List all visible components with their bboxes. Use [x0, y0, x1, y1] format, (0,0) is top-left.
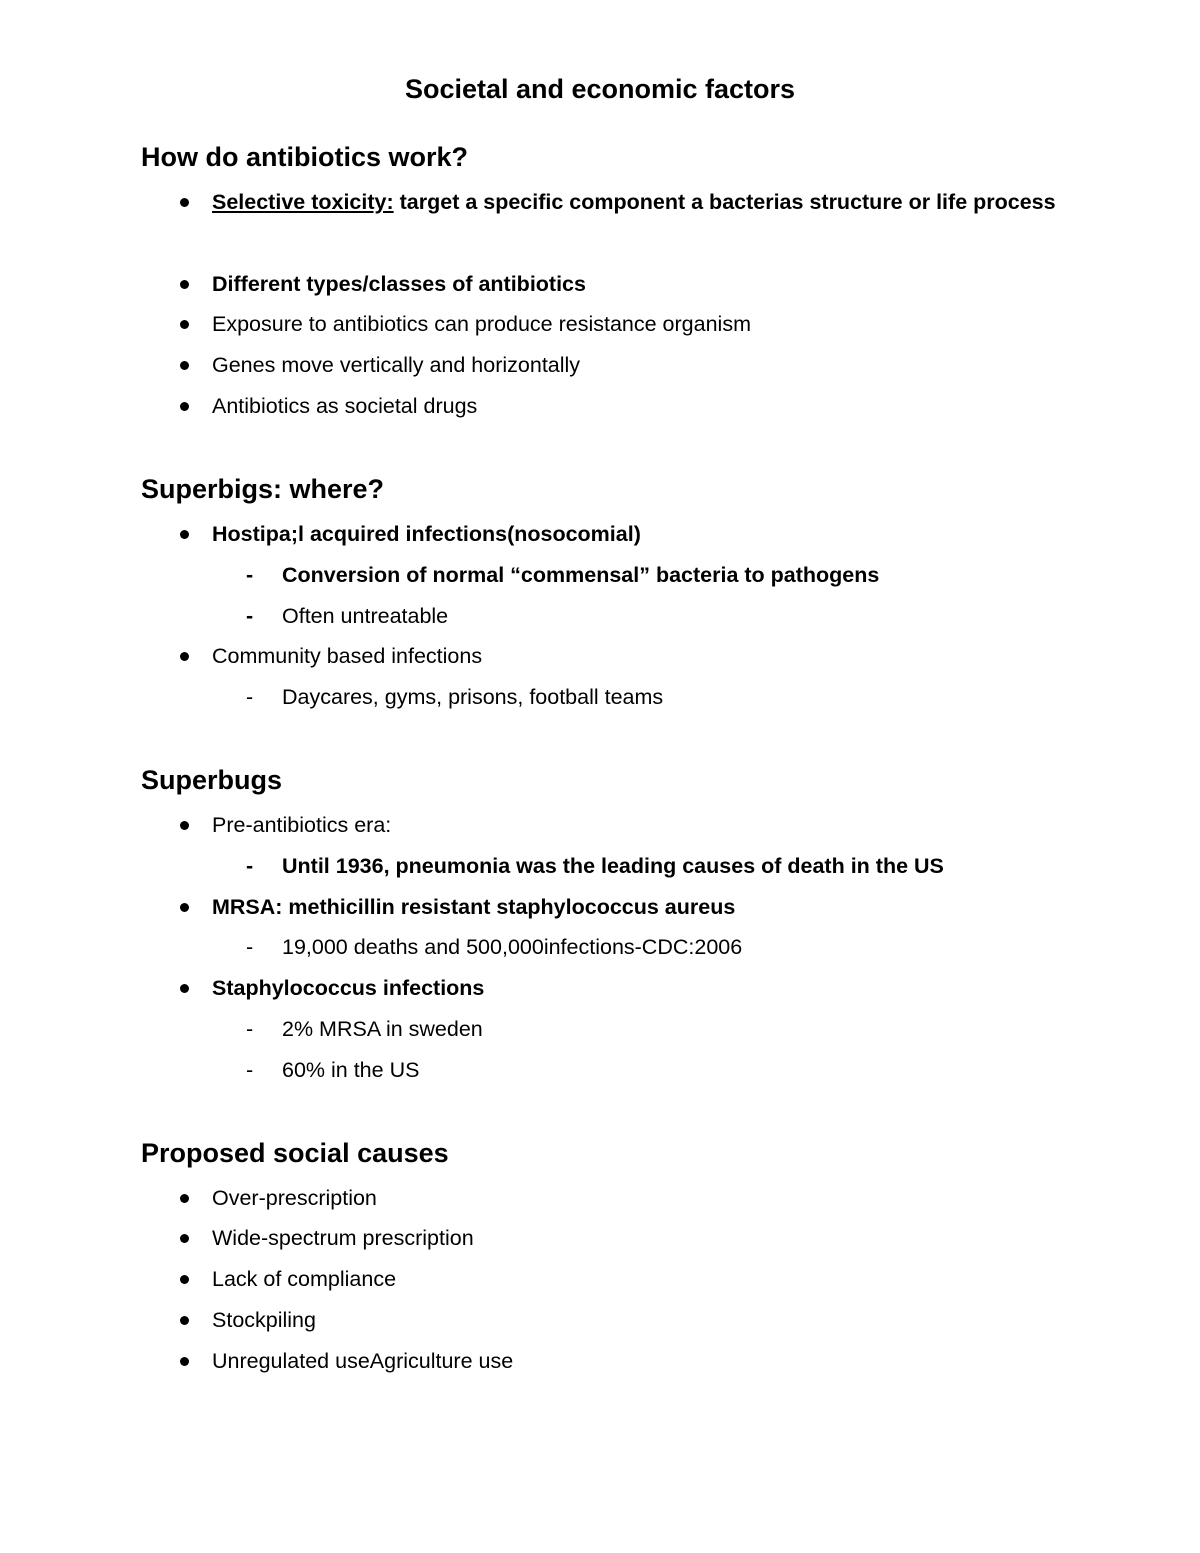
list-item-text: Over-prescription [212, 1186, 377, 1210]
list-item [180, 304, 1060, 345]
section-heading-superbugs: Superbugs [141, 765, 283, 795]
list-item-text: Unregulated useAgriculture use [212, 1349, 514, 1373]
bullet-icon [180, 984, 189, 993]
bullet-icon [180, 1357, 189, 1366]
list-item [180, 887, 1060, 928]
list-item-text: Genes move vertically and horizontally [212, 353, 581, 377]
list-item [180, 345, 1060, 386]
list-item [180, 1218, 1060, 1259]
list-item [180, 1341, 1060, 1382]
list-item [180, 1259, 1060, 1300]
sub-list-item [246, 927, 742, 968]
term-label: Selective toxicity: [212, 190, 394, 214]
sub-list-item-text: 60% in the US [282, 1058, 420, 1082]
list-item-text: Lack of compliance [212, 1267, 397, 1291]
dash-icon: - [246, 1017, 254, 1041]
list-item-text: Exposure to antibiotics can produce resistance organism [212, 312, 751, 336]
sub-list-item [246, 555, 879, 596]
bullet-icon [180, 320, 189, 329]
list-item-text: Hostipa;l acquired infections(nosocomial) [212, 522, 641, 546]
sub-list-item [246, 677, 663, 718]
bullet-icon [180, 652, 189, 661]
dash-icon: - [246, 685, 254, 709]
dash-icon: - [246, 604, 254, 628]
section-heading-proposed-social-causes: Proposed social causes [141, 1138, 449, 1168]
list-item [180, 1300, 1060, 1341]
list-item [180, 386, 1060, 427]
list-item-text: Stockpiling [212, 1308, 316, 1332]
bullet-icon [180, 1275, 189, 1284]
sub-list-item-text: 2% MRSA in sweden [282, 1017, 483, 1041]
list-item [180, 968, 1060, 1009]
bullet-icon [180, 361, 189, 370]
sub-list-item [246, 1050, 419, 1091]
sub-list-item-text: Daycares, gyms, prisons, football teams [282, 685, 664, 709]
bullet-icon [180, 1316, 189, 1325]
list-item-text: Antibiotics as societal drugs [212, 394, 478, 418]
list-item-text: Pre-antibiotics era: [212, 813, 392, 837]
term-definition: target a specific component a bacterias structure or life process [393, 190, 1056, 214]
list-item-text: Wide-spectrum prescription [212, 1226, 474, 1250]
page-title: Societal and economic factors [404, 74, 796, 104]
dash-icon: - [246, 854, 254, 878]
list-item-text: MRSA: methicillin resistant staphylococcus aureus [212, 895, 736, 919]
bullet-icon [180, 530, 189, 539]
sub-list-item [246, 596, 448, 637]
list-item-text [212, 182, 1060, 223]
list-item [180, 264, 1060, 305]
list-item [180, 805, 1060, 846]
sub-list-item-text: Often untreatable [282, 604, 449, 628]
dash-icon: - [246, 935, 254, 959]
section-heading-superbigs-where: Superbigs: where? [141, 474, 385, 504]
bullet-icon [180, 821, 189, 830]
list-item [180, 182, 1060, 223]
dash-icon: - [246, 1058, 254, 1082]
list-item-text: Staphylococcus infections [212, 976, 485, 1000]
list-item [180, 514, 1060, 555]
sub-list-item-text: Until 1936, pneumonia was the leading causes of death in the US [282, 854, 944, 878]
bullet-icon [180, 280, 189, 289]
sub-list-item [246, 1009, 483, 1050]
bullet-icon [180, 1194, 189, 1203]
bullet-icon [180, 402, 189, 411]
list-item [180, 1178, 1060, 1219]
list-item-text: Different types/classes of antibiotics [212, 272, 586, 296]
list-item [180, 636, 1060, 677]
sub-list-item-text: Conversion of normal “commensal” bacteria to pathogens [282, 563, 880, 587]
list-item-text: Community based infections [212, 644, 483, 668]
bullet-icon [180, 198, 189, 207]
bullet-icon [180, 1234, 189, 1243]
sub-list-item-text: 19,000 deaths and 500,000infections-CDC:2006 [282, 935, 743, 959]
dash-icon: - [246, 563, 254, 587]
sub-list-item [246, 846, 944, 887]
section-heading-antibiotics: How do antibiotics work? [141, 142, 469, 172]
bullet-icon [180, 903, 189, 912]
